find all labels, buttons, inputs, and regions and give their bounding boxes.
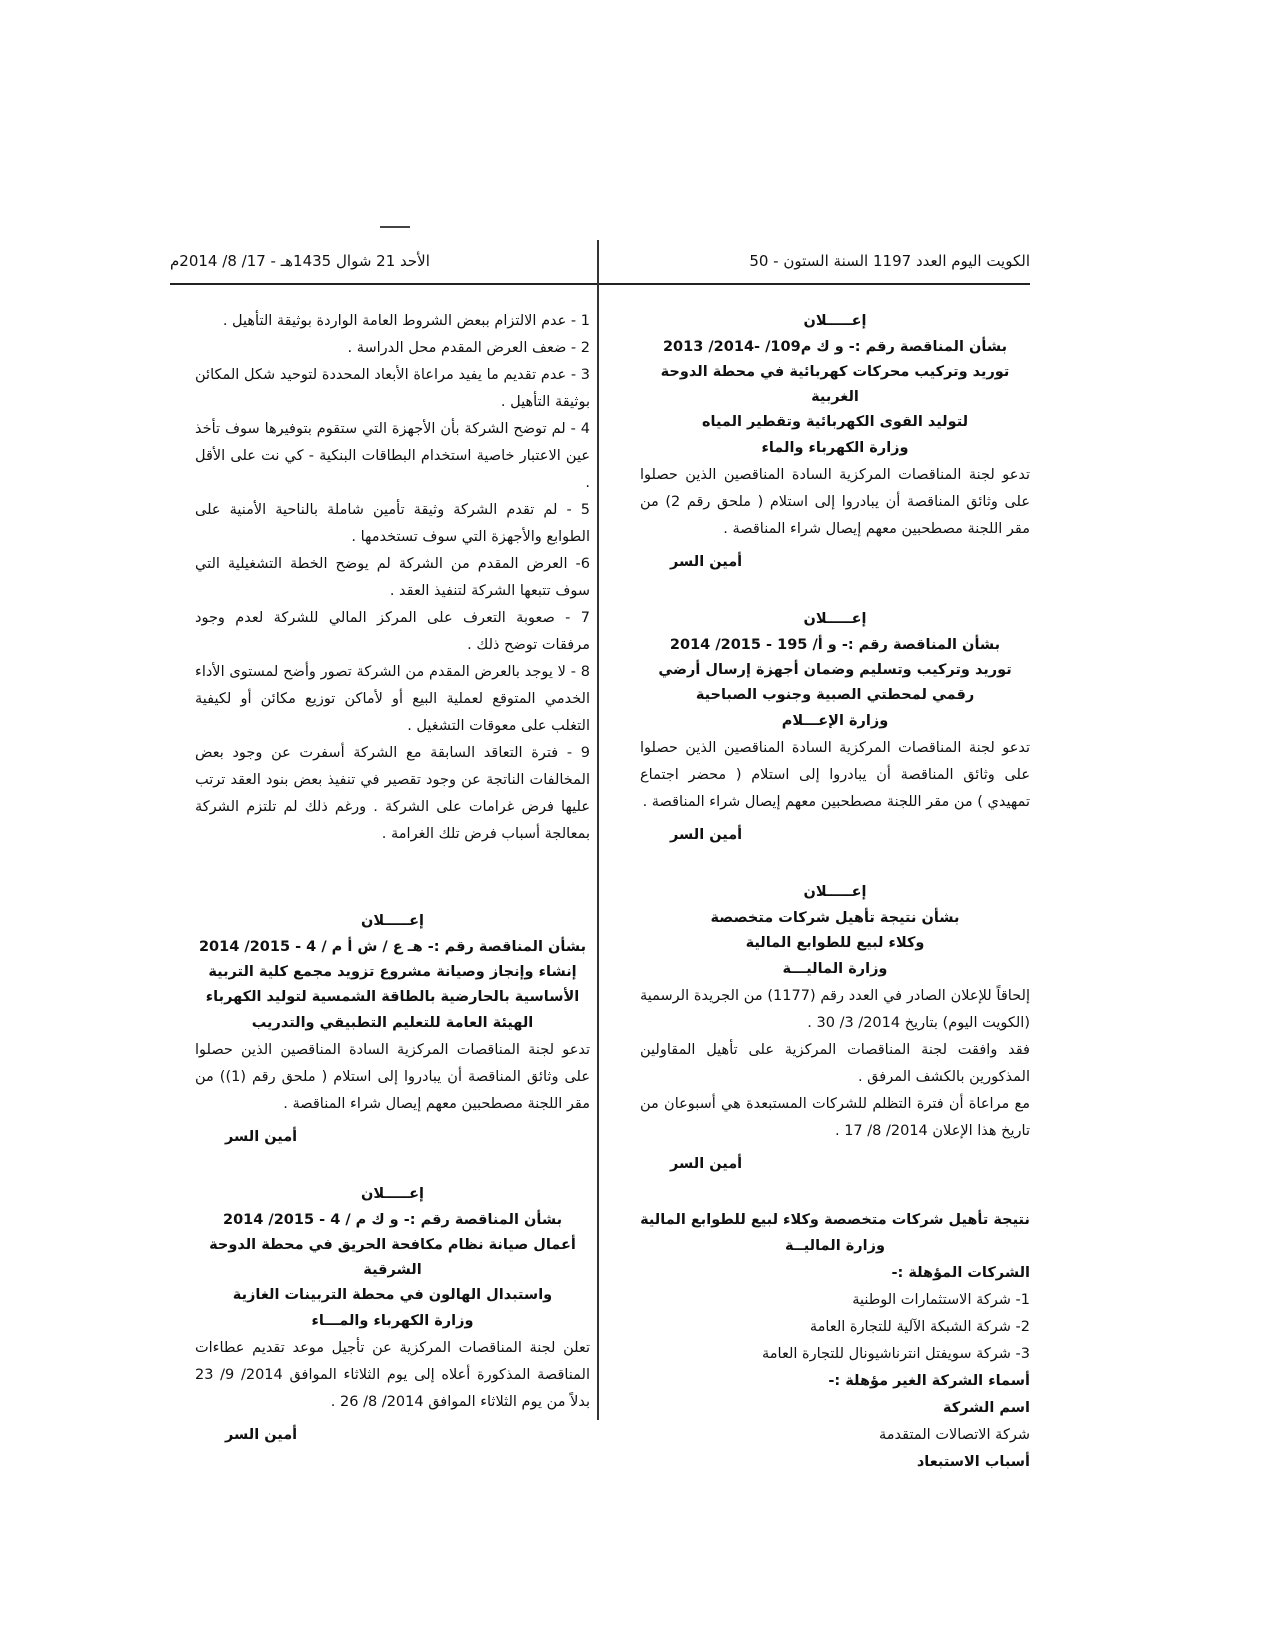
- announcement-signature: أمين السر: [670, 1156, 743, 1172]
- announcement-title: إعـــــلان: [803, 313, 867, 329]
- announcement-subject-line: توريد وتركيب وتسليم وضمان أجهزة إرسال أرضي: [658, 662, 1012, 678]
- header-tick-mark: [380, 226, 410, 228]
- announcement-ministry: وزارة الكهرباء والماء: [761, 440, 909, 456]
- announcement-ministry: الهيئة العامة للتعليم التطبيقي والتدريب: [251, 1015, 534, 1031]
- reason-item: 8 - لا يوجد بالعرض المقدم من الشركة تصور وأضح لمستوى الأداء الخدمي المتوقع لعملية البيع أو لأماكن توزيع مكائن أو لكيفية التغلب على معوقات التشغيل .: [195, 664, 590, 734]
- announcement-body: تدعو لجنة المناقصات المركزية السادة المناقصين الذين حصلوا على وثائق المناقصة أن يبادروا إلى استلام ( ملحق رقم 2) من مقر اللجنة مصطحبين معهم إيصال شراء المناقصة .: [640, 467, 1030, 537]
- announcement-subject-line: أعمال صيانة نظام مكافحة الحريق في محطة الدوحة الشرقية: [209, 1237, 576, 1278]
- right-column: [640, 308, 1030, 1494]
- unqualified-heading: أسماء الشركة الغير مؤهلة :-: [828, 1373, 1030, 1389]
- reason-item: 1 - عدم الالتزام ببعض الشروط العامة الواردة بوثيقة التأهيل .: [222, 313, 590, 329]
- announcement-ministry: وزارة الكهرباء والمـــاء: [311, 1313, 474, 1329]
- announcement-title: إعـــــلان: [360, 913, 425, 929]
- announcement-signature: أمين السر: [225, 1129, 298, 1145]
- reason-item: 6- العرض المقدم من الشركة لم يوضح الخطة التشغيلية التي سوف تتبعها الشركة لتنفيذ العقد .: [195, 556, 590, 599]
- announcement-signature: أمين السر: [225, 1427, 298, 1443]
- announcement-3: [640, 879, 1030, 1178]
- qualified-company: 2- شركة الشبكة الآلية للتجارة العامة: [809, 1319, 1030, 1335]
- qualification-result: [640, 1208, 1030, 1476]
- announcement-title: إعـــــلان: [360, 1186, 425, 1202]
- header-rule: [170, 283, 1030, 285]
- page-header: [170, 246, 1030, 278]
- announcement-signature: أمين السر: [670, 827, 743, 843]
- reason-item: 2 - ضعف العرض المقدم محل الدراسة .: [347, 340, 590, 356]
- announcement-ministry: وزارة الماليـــة: [782, 961, 888, 977]
- announcement-subject-line: رقمي لمحطتي الصبية وجنوب الصباحية: [695, 687, 975, 703]
- announcement-subject-line: وكلاء لبيع للطوابع المالية: [745, 935, 925, 951]
- announcement-1: [640, 308, 1030, 576]
- reason-item: 3 - عدم تقديم ما يفيد مراعاة الأبعاد المحددة لتوحيد شكل المكائن بوثيقة التأهيل .: [195, 367, 590, 410]
- announcement-paragraph: مع مراعاة أن فترة التظلم للشركات المستبعدة هي أسبوعان من تاريخ هذا الإعلان 2014/ 8/ 17 .: [640, 1096, 1030, 1139]
- announcement-title: إعـــــلان: [803, 611, 867, 627]
- announcement-subject-line: لتوليد القوى الكهربائية وتقطير المياه: [701, 414, 969, 430]
- reason-item: 5 - لم تقدم الشركة وثيقة تأمين شاملة بالناحية الأمنية على الطوابع والأجهزة التي سوف تستخدمها .: [195, 502, 590, 545]
- announcement-2: [640, 606, 1030, 849]
- announcement-subject-line: توريد وتركيب محركات كهربائية في محطة الدوحة الغربية: [660, 364, 1010, 405]
- announcement-ministry: وزارة الإعـــلام: [781, 713, 889, 729]
- spacer: [195, 866, 590, 908]
- header-publication: الكويت اليوم العدد 1197 السنة الستون - 50: [749, 252, 1030, 270]
- announcement-subject-line: الأساسية بالحارضية بالطاقة الشمسية لتوليد الكهرباء: [205, 989, 580, 1005]
- announcement-body: تدعو لجنة المناقصات المركزية السادة المناقصين الذين حصلوا على وثائق المناقصة أن يبادروا إلى استلام ( محضر اجتماع تمهيدي ) من مقر اللجنة مصطحبين معهم إيصال شراء المناقصة .: [640, 740, 1030, 810]
- announcement-paragraph: فقد وافقت لجنة المناقصات المركزية على تأهيل المقاولين المذكورين بالكشف المرفق .: [640, 1042, 1030, 1085]
- announcement-4: [195, 908, 590, 1151]
- qualified-heading: الشركات المؤهلة :-: [891, 1265, 1030, 1281]
- reasons-heading: أسباب الاستبعاد: [916, 1454, 1030, 1470]
- company-heading: اسم الشركة: [942, 1400, 1030, 1416]
- announcement-title: إعـــــلان: [803, 884, 867, 900]
- result-title: نتيجة تأهيل شركات متخصصة وكلاء لبيع للطوابع المالية: [640, 1212, 1030, 1228]
- qualified-company: 1- شركة الاستثمارات الوطنية: [852, 1292, 1030, 1308]
- announcement-paragraph: إلحاقاً للإعلان الصادر في العدد رقم (1177) من الجريدة الرسمية (الكويت اليوم) بتاريخ 2014/ 3/ 30 .: [640, 988, 1031, 1031]
- announcement-5: [195, 1181, 590, 1449]
- announcement-subject-line: إنشاء وإنجاز وصيانة مشروع تزويد مجمع كلية التربية: [208, 964, 577, 980]
- reason-item: 4 - لم توضح الشركة بأن الأجهزة التي ستقوم بتوفيرها سوف تأخذ عين الاعتبار خاصية استخدام البطاقات البنكية - كي نت على الأقل .: [195, 421, 590, 491]
- announcement-subject-line: بشأن المناقصة رقم :- هـ ع / ش أ م / 4 - 2015/ 2014: [198, 939, 587, 955]
- result-ministry: وزارة الماليــة: [785, 1238, 885, 1254]
- announcement-subject-line: بشأن المناقصة رقم :- و أ/ 195 - 2015/ 2014: [669, 637, 1001, 653]
- qualified-company: 3- شركة سويفتل انترناشيونال للتجارة العامة: [762, 1346, 1030, 1362]
- announcement-signature: أمين السر: [670, 554, 743, 570]
- announcement-subject-line: بشأن نتيجة تأهيل شركات متخصصة: [710, 910, 960, 926]
- exclusion-reasons: [195, 308, 590, 848]
- unqualified-company: شركة الاتصالات المتقدمة: [879, 1427, 1030, 1443]
- column-divider: [597, 240, 599, 1420]
- announcement-subject-line: واستبدال الهالون في محطة التربينات الغازية: [232, 1287, 553, 1303]
- header-date: الأحد 21 شوال 1435هـ - 17/ 8/ 2014م: [170, 252, 430, 270]
- announcement-subject-line: بشأن المناقصة رقم :- و ك م / 4 - 2015/ 2014: [222, 1212, 563, 1228]
- reason-item: 7 - صعوبة التعرف على المركز المالي للشركة لعدم وجود مرفقات توضح ذلك .: [195, 610, 590, 653]
- announcement-body: تدعو لجنة المناقصات المركزية السادة المناقصين الذين حصلوا على وثائق المناقصة أن يبادروا إلى استلام ( ملحق رقم (1)) من مقر اللجنة مصطحبين معهم إيصال شراء المناقصة .: [195, 1042, 590, 1112]
- left-column: [195, 308, 590, 1479]
- announcement-body: تعلن لجنة المناقصات المركزية عن تأجيل موعد تقديم عطاءات المناقصة المذكورة أعلاه إلى يوم الثلاثاء الموافق 2014/ 9/ 23 بدلاً من يوم الثلاثاء الموافق 2014/ 8/ 26 .: [195, 1340, 590, 1410]
- reason-item: 9 - فترة التعاقد السابقة مع الشركة أسفرت عن وجود بعض المخالفات الناتجة عن وجود تقصير في تنفيذ بعض بنود العقد ترتب عليها فرض غرامات على الشركة . ورغم ذلك لم تلتزم الشركة بمعالجة أسباب فرض تلك الغرامة .: [195, 745, 590, 842]
- announcement-subject-line: بشأن المناقصة رقم :- و ك م109/ -2014/ 2013: [662, 339, 1008, 355]
